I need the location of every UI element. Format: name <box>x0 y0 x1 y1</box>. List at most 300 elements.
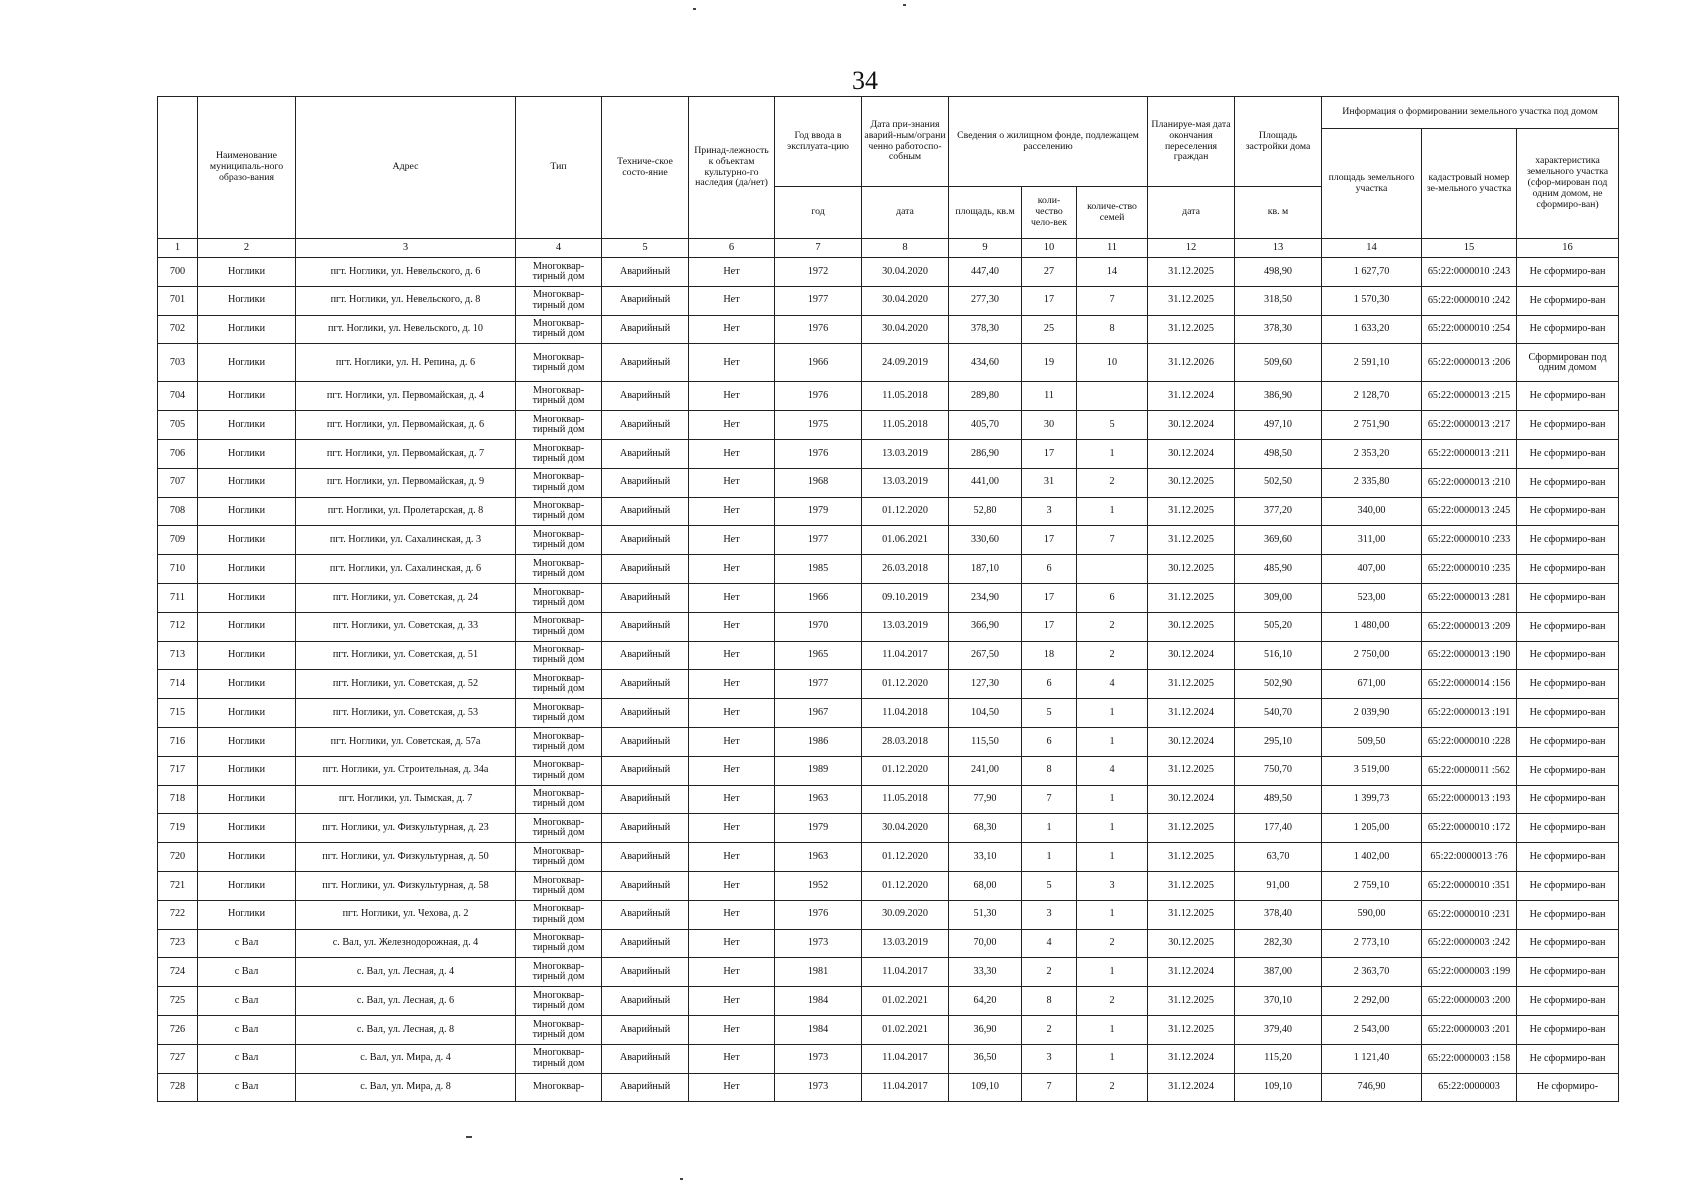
families-cell: 14 <box>1077 258 1148 287</box>
state-cell: Аварийный <box>602 727 689 756</box>
date-cell: 30.04.2020 <box>862 315 949 344</box>
state-cell: Аварийный <box>602 843 689 872</box>
heritage-cell: Нет <box>689 583 775 612</box>
row-number: 710 <box>158 555 198 584</box>
date-cell: 01.02.2021 <box>862 987 949 1016</box>
cadastral-number-cell: 65:22:0000014 :156 <box>1422 670 1517 699</box>
header-technical-state: Техниче-ское состо-яние <box>602 97 689 239</box>
state-cell: Аварийный <box>602 344 689 382</box>
land-area-cell: 2 751,90 <box>1322 411 1422 440</box>
table-row <box>158 958 1619 987</box>
land-characteristic-cell: Не сформиро-ван <box>1517 756 1619 785</box>
state-cell: Аварийный <box>602 258 689 287</box>
heritage-cell: Нет <box>689 871 775 900</box>
state-cell: Аварийный <box>602 1015 689 1044</box>
header-cadastral-number: кадастровый номер зе-мельного участка <box>1422 129 1517 239</box>
cadastral-number-cell: 65:22:0000003 :199 <box>1422 958 1517 987</box>
row-number: 700 <box>158 258 198 287</box>
people-cell: 27 <box>1022 258 1077 287</box>
table-row <box>158 1044 1619 1073</box>
header-unit-plan-date: дата <box>1148 187 1235 239</box>
address-cell: с. Вал, ул. Железнодорожная, д. 4 <box>296 929 516 958</box>
land-characteristic-cell: Не сформиро-ван <box>1517 1015 1619 1044</box>
date-cell: 30.04.2020 <box>862 258 949 287</box>
building-area-cell: 509,60 <box>1235 344 1322 382</box>
date-cell: 28.03.2018 <box>862 727 949 756</box>
state-cell: Аварийный <box>602 612 689 641</box>
plan-date-cell: 31.12.2025 <box>1148 286 1235 315</box>
address-cell: пгт. Ноглики, ул. Советская, д. 51 <box>296 641 516 670</box>
area-cell: 68,00 <box>949 871 1022 900</box>
plan-date-cell: 31.12.2025 <box>1148 987 1235 1016</box>
type-cell: Многоквар-тирный дом <box>516 382 602 411</box>
land-characteristic-cell: Не сформиро-ван <box>1517 843 1619 872</box>
land-characteristic-cell: Не сформиро-ван <box>1517 987 1619 1016</box>
area-cell: 441,00 <box>949 468 1022 497</box>
address-cell: с. Вал, ул. Мира, д. 8 <box>296 1073 516 1102</box>
municipality-cell: с Вал <box>198 1015 296 1044</box>
row-number: 720 <box>158 843 198 872</box>
families-cell: 1 <box>1077 727 1148 756</box>
table-row <box>158 670 1619 699</box>
plan-date-cell: 31.12.2025 <box>1148 1015 1235 1044</box>
families-cell: 6 <box>1077 583 1148 612</box>
scan-speck <box>680 1178 683 1180</box>
table-header <box>158 97 1619 258</box>
building-area-cell: 498,90 <box>1235 258 1322 287</box>
type-cell: Многоквар-тирный дом <box>516 814 602 843</box>
state-cell: Аварийный <box>602 641 689 670</box>
building-area-cell: 109,10 <box>1235 1073 1322 1102</box>
year-cell: 1970 <box>775 612 862 641</box>
row-number: 718 <box>158 785 198 814</box>
building-area-cell: 485,90 <box>1235 555 1322 584</box>
state-cell: Аварийный <box>602 814 689 843</box>
people-cell: 17 <box>1022 286 1077 315</box>
families-cell: 5 <box>1077 411 1148 440</box>
municipality-cell: Ноглики <box>198 699 296 728</box>
header-people-count: коли-чество чело-век <box>1022 187 1077 239</box>
land-area-cell: 2 543,00 <box>1322 1015 1422 1044</box>
table-row <box>158 756 1619 785</box>
type-cell: Многоквар-тирный дом <box>516 929 602 958</box>
municipality-cell: с Вал <box>198 1044 296 1073</box>
address-cell: пгт. Ноглики, ул. Невельского, д. 8 <box>296 286 516 315</box>
table-row <box>158 871 1619 900</box>
type-cell: Многоквар-тирный дом <box>516 843 602 872</box>
date-cell: 01.02.2021 <box>862 1015 949 1044</box>
column-number: 1 <box>158 239 198 258</box>
heritage-cell: Нет <box>689 699 775 728</box>
cadastral-number-cell: 65:22:0000003 <box>1422 1073 1517 1102</box>
area-cell: 267,50 <box>949 641 1022 670</box>
row-number: 723 <box>158 929 198 958</box>
families-cell: 2 <box>1077 987 1148 1016</box>
table-row <box>158 526 1619 555</box>
area-cell: 33,10 <box>949 843 1022 872</box>
land-area-cell: 2 363,70 <box>1322 958 1422 987</box>
building-area-cell: 750,70 <box>1235 756 1322 785</box>
header-municipality: Наименование муниципаль-ного образо-вания <box>198 97 296 239</box>
table-row <box>158 258 1619 287</box>
plan-date-cell: 31.12.2025 <box>1148 900 1235 929</box>
type-cell: Многоквар-тирный дом <box>516 958 602 987</box>
heritage-cell: Нет <box>689 555 775 584</box>
table-row <box>158 843 1619 872</box>
state-cell: Аварийный <box>602 583 689 612</box>
type-cell: Многоквар- <box>516 1073 602 1102</box>
land-characteristic-cell: Не сформиро- <box>1517 1073 1619 1102</box>
heritage-cell: Нет <box>689 641 775 670</box>
header-resettle-area: площадь, кв.м <box>949 187 1022 239</box>
scan-speck <box>693 8 696 10</box>
header-unit-date: дата <box>862 187 949 239</box>
building-area-cell: 115,20 <box>1235 1044 1322 1073</box>
row-number: 724 <box>158 958 198 987</box>
municipality-cell: Ноглики <box>198 727 296 756</box>
state-cell: Аварийный <box>602 699 689 728</box>
land-area-cell: 1 570,30 <box>1322 286 1422 315</box>
heritage-cell: Нет <box>689 1044 775 1073</box>
municipality-cell: Ноглики <box>198 785 296 814</box>
date-cell: 11.04.2017 <box>862 1073 949 1102</box>
area-cell: 70,00 <box>949 929 1022 958</box>
address-cell: пгт. Ноглики, ул. Сахалинская, д. 3 <box>296 526 516 555</box>
municipality-cell: Ноглики <box>198 555 296 584</box>
people-cell: 17 <box>1022 612 1077 641</box>
land-area-cell: 2 292,00 <box>1322 987 1422 1016</box>
year-cell: 1973 <box>775 1073 862 1102</box>
type-cell: Многоквар-тирный дом <box>516 871 602 900</box>
date-cell: 01.12.2020 <box>862 756 949 785</box>
people-cell: 2 <box>1022 1015 1077 1044</box>
type-cell: Многоквар-тирный дом <box>516 315 602 344</box>
families-cell: 1 <box>1077 900 1148 929</box>
date-cell: 13.03.2019 <box>862 439 949 468</box>
land-characteristic-cell: Не сформиро-ван <box>1517 641 1619 670</box>
people-cell: 25 <box>1022 315 1077 344</box>
heritage-cell: Нет <box>689 1015 775 1044</box>
land-area-cell: 2 335,80 <box>1322 468 1422 497</box>
year-cell: 1976 <box>775 315 862 344</box>
land-characteristic-cell: Не сформиро-ван <box>1517 555 1619 584</box>
date-cell: 24.09.2019 <box>862 344 949 382</box>
land-characteristic-cell: Не сформиро-ван <box>1517 583 1619 612</box>
area-cell: 378,30 <box>949 315 1022 344</box>
heritage-cell: Нет <box>689 411 775 440</box>
heritage-cell: Нет <box>689 900 775 929</box>
header-land-characteristic: характеристика земельного участка (сфор-мирован под одним домом, не сформиро-ван) <box>1517 129 1619 239</box>
column-number: 5 <box>602 239 689 258</box>
row-number: 713 <box>158 641 198 670</box>
address-cell: пгт. Ноглики, ул. Невельского, д. 10 <box>296 315 516 344</box>
land-characteristic-cell: Не сформиро-ван <box>1517 468 1619 497</box>
plan-date-cell: 31.12.2024 <box>1148 699 1235 728</box>
column-number: 15 <box>1422 239 1517 258</box>
building-area-cell: 63,70 <box>1235 843 1322 872</box>
type-cell: Многоквар-тирный дом <box>516 286 602 315</box>
area-cell: 127,30 <box>949 670 1022 699</box>
area-cell: 36,50 <box>949 1044 1022 1073</box>
heritage-cell: Нет <box>689 497 775 526</box>
type-cell: Многоквар-тирный дом <box>516 987 602 1016</box>
header-planned-date: Планируе-мая дата окончания переселения граждан <box>1148 97 1235 187</box>
municipality-cell: Ноглики <box>198 411 296 440</box>
area-cell: 286,90 <box>949 439 1022 468</box>
plan-date-cell: 30.12.2024 <box>1148 411 1235 440</box>
row-number: 722 <box>158 900 198 929</box>
year-cell: 1976 <box>775 439 862 468</box>
type-cell: Многоквар-тирный дом <box>516 900 602 929</box>
housing-register-table <box>157 96 1619 1102</box>
state-cell: Аварийный <box>602 439 689 468</box>
land-area-cell: 509,50 <box>1322 727 1422 756</box>
address-cell: пгт. Ноглики, ул. Советская, д. 57а <box>296 727 516 756</box>
people-cell: 1 <box>1022 843 1077 872</box>
row-number: 708 <box>158 497 198 526</box>
address-cell: пгт. Ноглики, ул. Физкультурная, д. 50 <box>296 843 516 872</box>
municipality-cell: с Вал <box>198 958 296 987</box>
year-cell: 1977 <box>775 286 862 315</box>
table-row <box>158 641 1619 670</box>
address-cell: пгт. Ноглики, ул. Н. Репина, д. 6 <box>296 344 516 382</box>
heritage-cell: Нет <box>689 1073 775 1102</box>
area-cell: 77,90 <box>949 785 1022 814</box>
area-cell: 289,80 <box>949 382 1022 411</box>
building-area-cell: 497,10 <box>1235 411 1322 440</box>
building-area-cell: 282,30 <box>1235 929 1322 958</box>
address-cell: с. Вал, ул. Мира, д. 4 <box>296 1044 516 1073</box>
scan-speck <box>466 1136 472 1138</box>
land-characteristic-cell: Не сформиро-ван <box>1517 612 1619 641</box>
cadastral-number-cell: 65:22:0000010 :254 <box>1422 315 1517 344</box>
page-number: 34 <box>852 66 878 95</box>
address-cell: пгт. Ноглики, ул. Советская, д. 33 <box>296 612 516 641</box>
people-cell: 5 <box>1022 871 1077 900</box>
municipality-cell: Ноглики <box>198 258 296 287</box>
plan-date-cell: 31.12.2025 <box>1148 583 1235 612</box>
land-area-cell: 1 121,40 <box>1322 1044 1422 1073</box>
municipality-cell: с Вал <box>198 1073 296 1102</box>
row-number: 709 <box>158 526 198 555</box>
land-characteristic-cell: Не сформиро-ван <box>1517 1044 1619 1073</box>
year-cell: 1965 <box>775 641 862 670</box>
people-cell: 7 <box>1022 1073 1077 1102</box>
cadastral-number-cell: 65:22:0000003 :200 <box>1422 987 1517 1016</box>
municipality-cell: Ноглики <box>198 344 296 382</box>
table-row <box>158 344 1619 382</box>
state-cell: Аварийный <box>602 900 689 929</box>
cadastral-number-cell: 65:22:0000013 :191 <box>1422 699 1517 728</box>
year-cell: 1975 <box>775 411 862 440</box>
cadastral-number-cell: 65:22:0000010 :172 <box>1422 814 1517 843</box>
table-row <box>158 1015 1619 1044</box>
building-area-cell: 540,70 <box>1235 699 1322 728</box>
land-characteristic-cell: Не сформиро-ван <box>1517 258 1619 287</box>
municipality-cell: Ноглики <box>198 315 296 344</box>
type-cell: Многоквар-тирный дом <box>516 583 602 612</box>
year-cell: 1977 <box>775 670 862 699</box>
type-cell: Многоквар-тирный дом <box>516 555 602 584</box>
type-cell: Многоквар-тирный дом <box>516 612 602 641</box>
year-cell: 1979 <box>775 814 862 843</box>
state-cell: Аварийный <box>602 526 689 555</box>
address-cell: с. Вал, ул. Лесная, д. 8 <box>296 1015 516 1044</box>
row-number: 717 <box>158 756 198 785</box>
land-area-cell: 2 128,70 <box>1322 382 1422 411</box>
column-number: 3 <box>296 239 516 258</box>
state-cell: Аварийный <box>602 411 689 440</box>
building-area-cell: 387,00 <box>1235 958 1322 987</box>
municipality-cell: Ноглики <box>198 612 296 641</box>
cadastral-number-cell: 65:22:0000010 :231 <box>1422 900 1517 929</box>
municipality-cell: Ноглики <box>198 670 296 699</box>
cadastral-number-cell: 65:22:0000010 :233 <box>1422 526 1517 555</box>
row-number: 701 <box>158 286 198 315</box>
header-unit-sqm: кв. м <box>1235 187 1322 239</box>
land-area-cell: 3 519,00 <box>1322 756 1422 785</box>
state-cell: Аварийный <box>602 315 689 344</box>
address-cell: пгт. Ноглики, ул. Первомайская, д. 9 <box>296 468 516 497</box>
heritage-cell: Нет <box>689 344 775 382</box>
families-cell: 1 <box>1077 843 1148 872</box>
header-row-number <box>158 97 198 239</box>
plan-date-cell: 31.12.2026 <box>1148 344 1235 382</box>
area-cell: 51,30 <box>949 900 1022 929</box>
land-area-cell: 1 627,70 <box>1322 258 1422 287</box>
heritage-cell: Нет <box>689 670 775 699</box>
families-cell: 4 <box>1077 756 1148 785</box>
land-area-cell: 523,00 <box>1322 583 1422 612</box>
row-number: 726 <box>158 1015 198 1044</box>
land-characteristic-cell: Не сформиро-ван <box>1517 814 1619 843</box>
date-cell: 11.04.2017 <box>862 641 949 670</box>
table-row <box>158 497 1619 526</box>
heritage-cell: Нет <box>689 929 775 958</box>
column-number: 8 <box>862 239 949 258</box>
address-cell: пгт. Ноглики, ул. Физкультурная, д. 23 <box>296 814 516 843</box>
land-characteristic-cell: Не сформиро-ван <box>1517 286 1619 315</box>
cadastral-number-cell: 65:22:0000010 :235 <box>1422 555 1517 584</box>
table-row <box>158 814 1619 843</box>
plan-date-cell: 30.12.2025 <box>1148 468 1235 497</box>
header-land-area: площадь земельного участка <box>1322 129 1422 239</box>
families-cell: 1 <box>1077 497 1148 526</box>
column-number: 7 <box>775 239 862 258</box>
area-cell: 330,60 <box>949 526 1022 555</box>
plan-date-cell: 31.12.2024 <box>1148 958 1235 987</box>
people-cell: 17 <box>1022 526 1077 555</box>
people-cell: 3 <box>1022 1044 1077 1073</box>
area-cell: 104,50 <box>949 699 1022 728</box>
year-cell: 1986 <box>775 727 862 756</box>
row-number: 711 <box>158 583 198 612</box>
header-unit-year: год <box>775 187 862 239</box>
row-number: 712 <box>158 612 198 641</box>
people-cell: 11 <box>1022 382 1077 411</box>
table-row <box>158 929 1619 958</box>
land-area-cell: 2 591,10 <box>1322 344 1422 382</box>
plan-date-cell: 31.12.2024 <box>1148 1073 1235 1102</box>
table-body <box>158 258 1619 1102</box>
people-cell: 17 <box>1022 583 1077 612</box>
families-cell: 7 <box>1077 286 1148 315</box>
land-area-cell: 2 773,10 <box>1322 929 1422 958</box>
state-cell: Аварийный <box>602 497 689 526</box>
people-cell: 6 <box>1022 555 1077 584</box>
heritage-cell: Нет <box>689 468 775 497</box>
state-cell: Аварийный <box>602 286 689 315</box>
families-cell: 1 <box>1077 1015 1148 1044</box>
area-cell: 447,40 <box>949 258 1022 287</box>
families-cell: 2 <box>1077 612 1148 641</box>
land-characteristic-cell: Не сформиро-ван <box>1517 411 1619 440</box>
year-cell: 1984 <box>775 987 862 1016</box>
heritage-cell: Нет <box>689 756 775 785</box>
address-cell: пгт. Ноглики, ул. Советская, д. 52 <box>296 670 516 699</box>
families-cell: 2 <box>1077 468 1148 497</box>
heritage-cell: Нет <box>689 612 775 641</box>
plan-date-cell: 31.12.2024 <box>1148 1044 1235 1073</box>
land-area-cell: 311,00 <box>1322 526 1422 555</box>
table-row <box>158 785 1619 814</box>
land-characteristic-cell: Не сформиро-ван <box>1517 382 1619 411</box>
table-row <box>158 382 1619 411</box>
row-number: 721 <box>158 871 198 900</box>
building-area-cell: 177,40 <box>1235 814 1322 843</box>
municipality-cell: Ноглики <box>198 382 296 411</box>
heritage-cell: Нет <box>689 526 775 555</box>
cadastral-number-cell: 65:22:0000010 :242 <box>1422 286 1517 315</box>
people-cell: 18 <box>1022 641 1077 670</box>
plan-date-cell: 31.12.2025 <box>1148 258 1235 287</box>
table-row <box>158 555 1619 584</box>
address-cell: пгт. Ноглики, ул. Советская, д. 53 <box>296 699 516 728</box>
table-row <box>158 315 1619 344</box>
address-cell: пгт. Ноглики, ул. Физкультурная, д. 58 <box>296 871 516 900</box>
header-address: Адрес <box>296 97 516 239</box>
families-cell: 2 <box>1077 641 1148 670</box>
area-cell: 277,30 <box>949 286 1022 315</box>
people-cell: 4 <box>1022 929 1077 958</box>
heritage-cell: Нет <box>689 814 775 843</box>
building-area-cell: 369,60 <box>1235 526 1322 555</box>
cadastral-number-cell: 65:22:0000013 :206 <box>1422 344 1517 382</box>
row-number: 727 <box>158 1044 198 1073</box>
area-cell: 241,00 <box>949 756 1022 785</box>
heritage-cell: Нет <box>689 439 775 468</box>
cadastral-number-cell: 65:22:0000013 :210 <box>1422 468 1517 497</box>
land-area-cell: 746,90 <box>1322 1073 1422 1102</box>
land-characteristic-cell: Не сформиро-ван <box>1517 699 1619 728</box>
cadastral-number-cell: 65:22:0000013 :217 <box>1422 411 1517 440</box>
municipality-cell: Ноглики <box>198 641 296 670</box>
header-building-area: Площадь застройки дома <box>1235 97 1322 187</box>
heritage-cell: Нет <box>689 286 775 315</box>
year-cell: 1985 <box>775 555 862 584</box>
date-cell: 13.03.2019 <box>862 612 949 641</box>
plan-date-cell: 31.12.2025 <box>1148 315 1235 344</box>
municipality-cell: Ноглики <box>198 814 296 843</box>
date-cell: 01.12.2020 <box>862 670 949 699</box>
row-number: 702 <box>158 315 198 344</box>
people-cell: 7 <box>1022 785 1077 814</box>
date-cell: 13.03.2019 <box>862 468 949 497</box>
area-cell: 187,10 <box>949 555 1022 584</box>
families-cell: 3 <box>1077 871 1148 900</box>
date-cell: 01.12.2020 <box>862 871 949 900</box>
plan-date-cell: 31.12.2025 <box>1148 497 1235 526</box>
